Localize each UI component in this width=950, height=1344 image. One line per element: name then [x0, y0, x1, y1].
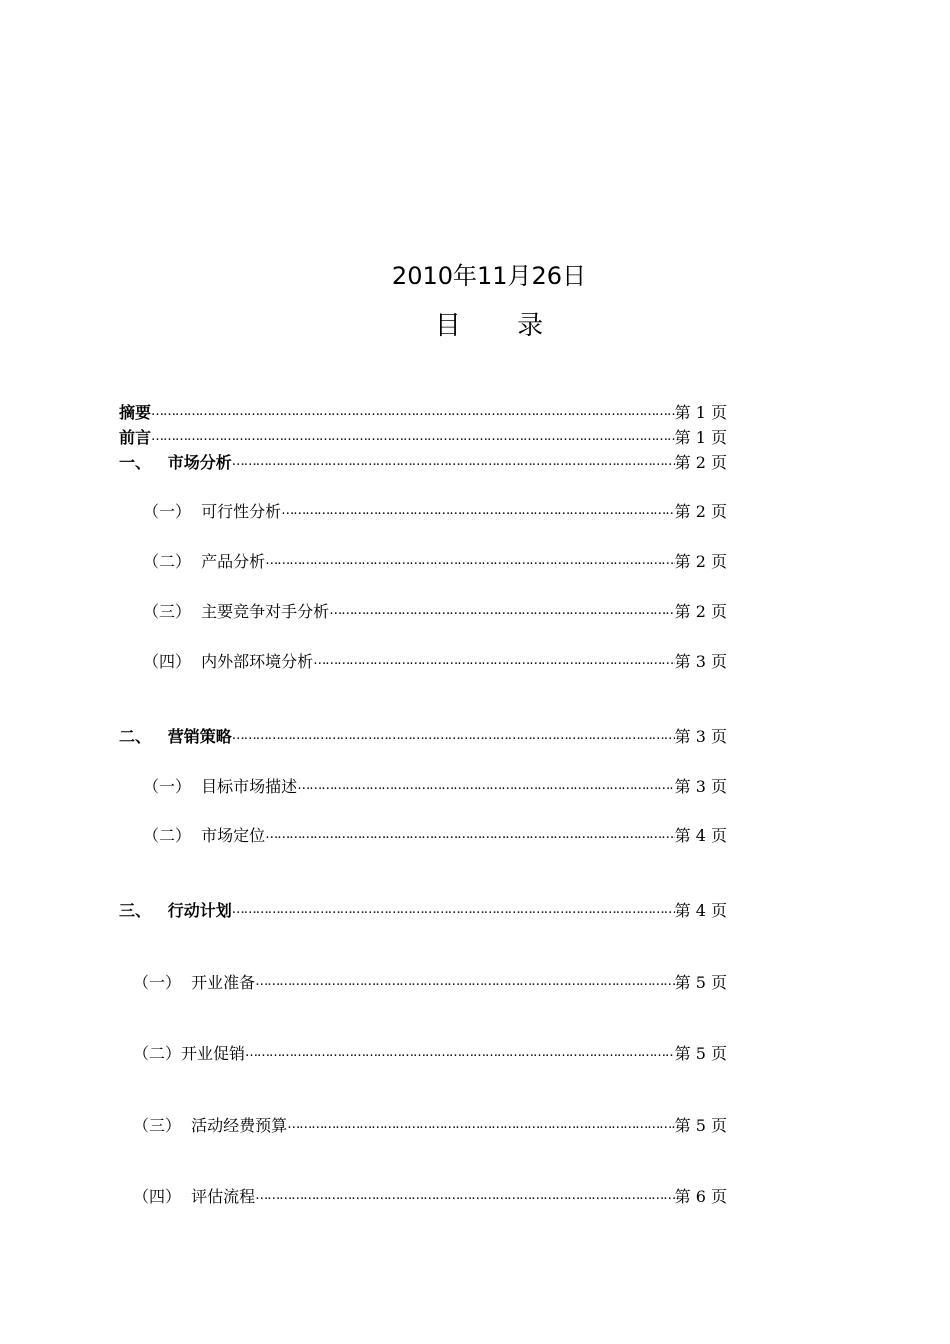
toc-entry-preface — [119, 424, 727, 448]
toc-entry-action-plan — [119, 897, 727, 921]
toc-entry-label: （二） 市场定位 — [143, 825, 266, 845]
toc-entry-competitors — [143, 598, 727, 622]
toc-entry-positioning — [143, 822, 727, 846]
toc-leader — [297, 778, 674, 793]
toc-entry-opening-promo — [133, 1040, 727, 1064]
toc-entry-label: 二、 营销策略 — [119, 726, 232, 746]
toc-leader — [255, 1188, 674, 1203]
toc-entry-page: 第 4 页 — [674, 900, 727, 920]
toc-entry-label: 前言 — [119, 427, 152, 447]
toc-title: 目 录 — [434, 311, 568, 341]
toc-entry-label: （四） 评估流程 — [133, 1186, 256, 1206]
toc-leader — [287, 1117, 674, 1132]
toc-entry-label: （三） 活动经费预算 — [133, 1115, 288, 1135]
toc-leader — [281, 503, 674, 518]
toc-leader — [245, 1045, 675, 1060]
toc-entry-label: （一） 开业准备 — [133, 972, 256, 992]
toc-leader — [255, 974, 674, 989]
toc-entry-label: （二）开业促销 — [133, 1043, 246, 1063]
toc-entry-marketing-strategy — [119, 723, 727, 747]
toc-entry-page: 第 2 页 — [674, 501, 727, 521]
toc-leader — [232, 728, 675, 743]
toc-entry-page: 第 3 页 — [674, 651, 727, 671]
toc-entry-label: 三、 行动计划 — [119, 900, 232, 920]
toc-entry-label: （三） 主要竞争对手分析 — [143, 601, 330, 621]
toc-entry-page: 第 2 页 — [674, 452, 727, 472]
toc-entry-page: 第 5 页 — [674, 1043, 727, 1063]
toc-entry-label: （四） 内外部环境分析 — [143, 651, 314, 671]
document-date: 2010年11月26日 — [391, 262, 587, 290]
toc-leader — [265, 553, 674, 568]
toc-entry-label: 摘要 — [119, 402, 152, 422]
toc-entry-label: （一） 可行性分析 — [143, 501, 282, 521]
toc-entry-page: 第 4 页 — [674, 825, 727, 845]
toc-entry-page: 第 1 页 — [674, 402, 727, 422]
toc-entry-label: （一） 目标市场描述 — [143, 776, 298, 796]
toc-leader — [313, 653, 674, 668]
toc-entry-page: 第 2 页 — [674, 601, 727, 621]
toc-leader — [151, 429, 675, 444]
toc-leader — [329, 603, 674, 618]
toc-leader — [151, 404, 675, 419]
toc-entry-market-analysis — [119, 449, 727, 473]
toc-leader — [265, 827, 674, 842]
toc-entry-evaluation — [133, 1183, 727, 1207]
toc-entry-page: 第 2 页 — [674, 551, 727, 571]
toc-entry-page: 第 5 页 — [674, 972, 727, 992]
toc-entry-budget — [133, 1112, 727, 1136]
toc-entry-label: （二） 产品分析 — [143, 551, 266, 571]
toc-leader — [232, 902, 675, 917]
toc-entry-page: 第 3 页 — [674, 726, 727, 746]
toc-leader — [232, 454, 675, 469]
toc-entry-page: 第 6 页 — [674, 1186, 727, 1206]
toc-entry-label: 一、 市场分析 — [119, 452, 232, 472]
toc-entry-page: 第 1 页 — [674, 427, 727, 447]
toc-entry-target-market — [143, 773, 727, 797]
toc-entry-environment — [143, 648, 727, 672]
toc-entry-feasibility — [143, 498, 727, 522]
toc-entry-page: 第 3 页 — [674, 776, 727, 796]
toc-entry-opening-prep — [133, 969, 727, 993]
toc-entry-page: 第 5 页 — [674, 1115, 727, 1135]
toc-entry-abstract — [119, 399, 727, 423]
toc-entry-product — [143, 548, 727, 572]
